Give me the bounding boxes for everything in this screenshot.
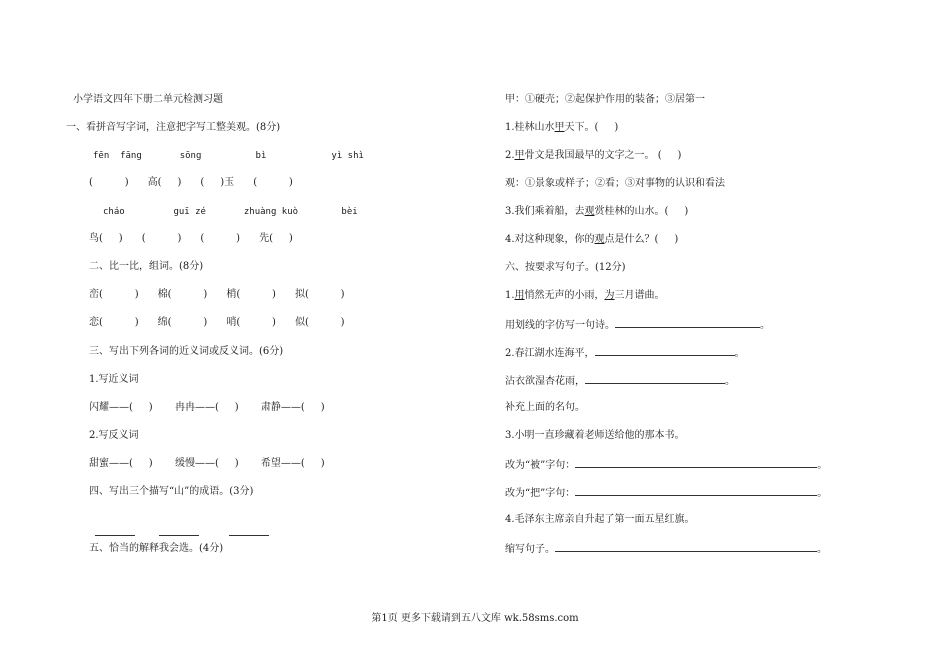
idiom-blank-3 bbox=[229, 526, 269, 536]
jia-definitions: 甲：①硬壳；②起保护作用的装备；③居第一 bbox=[505, 94, 705, 105]
synonym-row: 闪耀——( ) 冉冉——( ) 肃静——( ) bbox=[89, 402, 325, 413]
s6-q3-ba: 改为“把”字句： 。 bbox=[505, 488, 828, 499]
page-footer: 第1页 更多下载请到五八文库 wk.58sms.com bbox=[371, 613, 579, 624]
compare-row-2: 恋( ) 绵( ) 哨( ) 似( ) bbox=[89, 317, 345, 328]
answer-row-2: 鸟( ) ( ) ( ) 先( ) bbox=[89, 233, 293, 244]
idiom-blank-2 bbox=[159, 526, 199, 536]
s6-q2-line1: 2.春江湖水连海平， 。 bbox=[505, 348, 745, 359]
q4: 4.对这种现象，你的观点是什么？( ) bbox=[505, 234, 679, 245]
s6-q3-bei-blank bbox=[575, 458, 817, 468]
s6-q3-ba-blank bbox=[575, 486, 817, 496]
q3: 3.我们乘着船，去观赏桂林的山水。( ) bbox=[505, 206, 689, 217]
s6-q3-bei: 改为“被”字句： 。 bbox=[505, 460, 828, 471]
q2: 2.甲骨文是我国最早的文字之一。 ( ) bbox=[505, 150, 682, 161]
antonym-row: 甜蜜——( ) 缓慢——( ) 希望——( ) bbox=[89, 458, 325, 469]
s6-q4-instruction: 缩写句子。 。 bbox=[505, 544, 827, 555]
idiom-blanks bbox=[89, 514, 269, 540]
section-3-heading: 三、写出下列各词的近义词或反义词。(6分) bbox=[89, 346, 284, 357]
section-4-heading: 四、写出三个描写“山”的成语。(3分) bbox=[89, 486, 254, 497]
s6-q2-blank-1 bbox=[595, 346, 735, 356]
s6-q3: 3.小明一直珍藏着老师送给他的那本书。 bbox=[505, 430, 685, 441]
s6-q2-line2: 沾衣欲湿杏花雨， 。 bbox=[505, 376, 735, 387]
section-5-heading: 五、恰当的解释我会选。(4分) bbox=[89, 543, 224, 554]
s6-q2-instruction: 补充上面的名句。 bbox=[505, 402, 585, 413]
pinyin-row-1: fēn fāng sōng bì yì shì bbox=[93, 151, 364, 161]
idiom-blank-1 bbox=[95, 526, 135, 536]
guan-definitions: 观：①景象或样子；②看；③对事物的认识和看法 bbox=[505, 178, 725, 189]
s6-q1-instruction: 用划线的字仿写一句诗。 。 bbox=[505, 320, 770, 331]
section-1-heading: 一、看拼音写字词，注意把字写工整美观。(8分) bbox=[66, 122, 281, 133]
s6-q4: 4.毛泽东主席亲自升起了第一面五星红旗。 bbox=[505, 514, 695, 525]
s6-q1-blank bbox=[615, 318, 760, 328]
s6-q2-blank-2 bbox=[585, 374, 725, 384]
answer-row-1: ( ) 高( ) ( )玉 ( ) bbox=[89, 177, 293, 188]
compare-row-1: 峦( ) 棉( ) 梢( ) 拟( ) bbox=[89, 289, 345, 300]
antonym-label: 2.写反义词 bbox=[89, 430, 139, 441]
doc-title: 小学语文四年下册二单元检测习题 bbox=[73, 94, 223, 105]
pinyin-row-2: cháo guī zé zhuàng kuò bèi bbox=[103, 207, 358, 217]
s6-q4-blank bbox=[555, 542, 817, 552]
section-2-heading: 二、比一比，组词。(8分) bbox=[89, 261, 204, 272]
section-6-heading: 六、按要求写句子。(12分) bbox=[505, 262, 626, 273]
s6-q1: 1.用悄然无声的小雨，为三月谱曲。 bbox=[505, 290, 665, 301]
synonym-label: 1.写近义词 bbox=[89, 374, 139, 385]
q1: 1.桂林山水甲天下。( ) bbox=[505, 122, 619, 133]
